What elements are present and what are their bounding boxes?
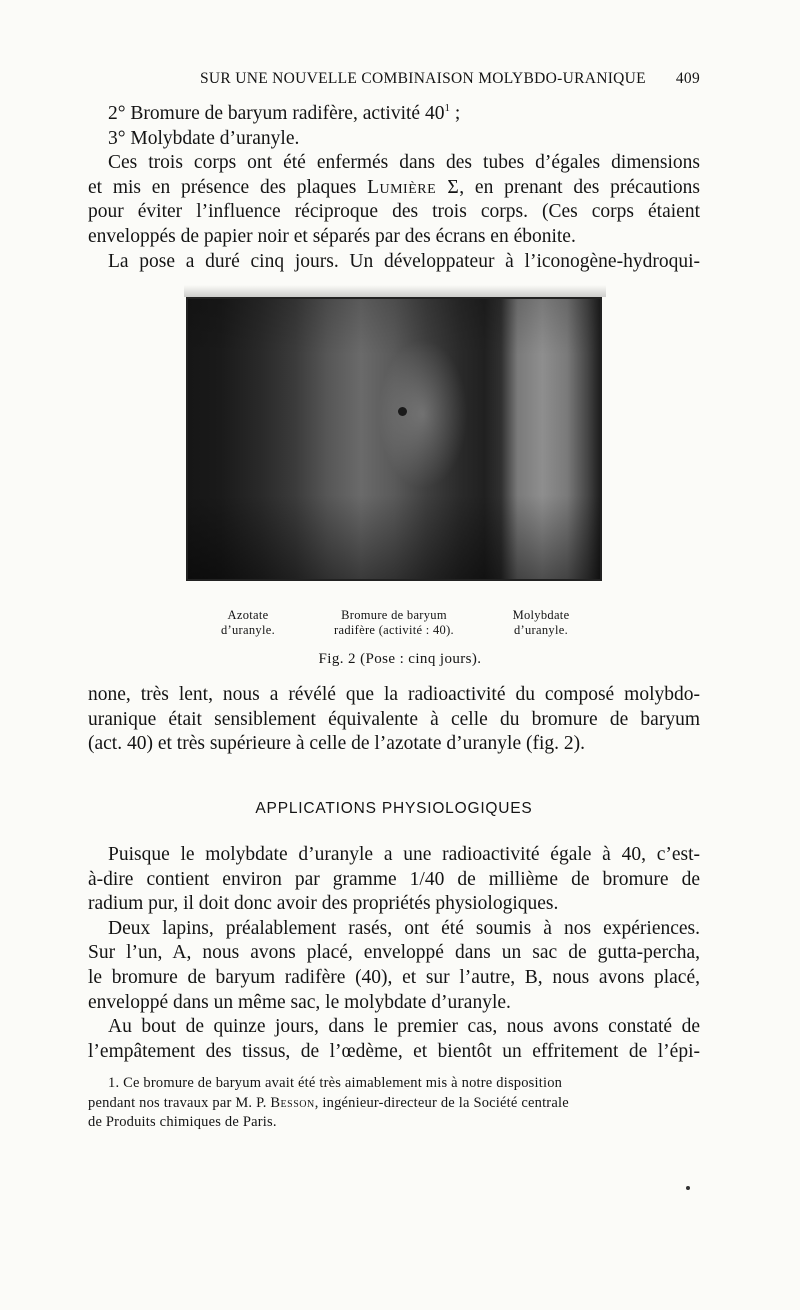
- section-heading: APPLICATIONS PHYSIOLOGIQUES: [255, 800, 533, 817]
- photo-top-band: [184, 285, 606, 297]
- caption-line: Azotate: [227, 608, 269, 622]
- page-number: 409: [675, 70, 700, 87]
- figure-photograph: [186, 297, 602, 581]
- footnote-line: 1. Ce bromure de baryum avait été très aimablement mis à notre disposition: [108, 1075, 563, 1091]
- text-line: le bromure de baryum radifère (40), et sur l’autre, B, nous avons placé,: [88, 966, 700, 988]
- text-line: à-dire contient environ par gramme 1/40 de millième de bromure de: [88, 868, 700, 890]
- text-line-tail: ;: [449, 103, 461, 124]
- text-line: [88, 102, 700, 127]
- text-block-bottom: [88, 843, 700, 1064]
- footnote-text: , ingénieur-directeur de la Société centrale: [314, 1094, 569, 1111]
- text-line-content: , en prenant des précautions: [459, 176, 700, 198]
- text-line: l’empâtement des tissus, de l’œdème, et bientôt un effritement de l’épi-: [88, 1040, 700, 1062]
- footnote-text: pendant nos travaux par M. P.: [88, 1094, 267, 1111]
- text-line: Sur l’un, A, nous avons placé, enveloppé dans un sac de gutta-percha,: [88, 942, 700, 964]
- text-line: none, très lent, nous a révélé que la radioactivité du composé molybdo-: [88, 684, 700, 705]
- figure-caption-right: [496, 608, 586, 638]
- text-block-middle: [88, 683, 700, 757]
- caption-line: Bromure de baryum: [341, 608, 447, 622]
- text-line: radium pur, il doit donc avoir des propriétés physiologiques.: [88, 893, 559, 915]
- text-line: uranique était sensiblement équivalente à celle du bromure de baryum: [88, 708, 700, 730]
- text-line: Au bout de quinze jours, dans le premier cas, nous avons constaté de: [108, 1016, 700, 1038]
- text-block-top: [88, 102, 700, 274]
- plate-brand: Lumière Σ: [367, 176, 460, 198]
- figure-caption-middle: [322, 608, 466, 638]
- text-line: enveloppés de papier noir et séparés par des écrans en ébonite.: [88, 225, 576, 247]
- photo-spot: [398, 407, 407, 416]
- text-line: Deux lapins, préalablement rasés, ont été soumis à nos expériences.: [108, 917, 700, 939]
- caption-line: d’uranyle.: [220, 623, 276, 637]
- text-line: 3° Molybdate d’uranyle.: [108, 127, 300, 149]
- text-line: pour éviter l’influence réciproque des trois corps. (Ces corps étaient: [88, 201, 700, 223]
- photo-exposure-glow: [378, 339, 468, 489]
- footnote-line: [88, 1094, 700, 1114]
- text-line: Puisque le molybdate d’uranyle a une radioactivité égale à 40, c’est-: [108, 844, 700, 865]
- text-line: (act. 40) et très supérieure à celle de l’azotate d’uranyle (fig. 2).: [88, 733, 585, 755]
- figure-label: Fig. 2 (Pose : cinq jours).: [318, 651, 482, 667]
- text-line: Ces trois corps ont été enfermés dans des tubes d’égales dimensions: [108, 152, 700, 174]
- footnote: [88, 1074, 700, 1133]
- text-line: [88, 176, 700, 201]
- text-line-content: et mis en présence des plaques: [88, 176, 357, 198]
- caption-line: d’uranyle.: [513, 623, 569, 637]
- text-line: La pose a duré cinq jours. Un développateur à l’iconogène-hydroqui-: [108, 250, 700, 272]
- footnote-line: de Produits chimiques de Paris.: [88, 1114, 277, 1130]
- footnote-marker: 1: [444, 102, 450, 114]
- figure-caption-left: [203, 608, 293, 638]
- print-speck: [686, 1186, 690, 1190]
- caption-line: radifère (activité : 40).: [334, 623, 454, 637]
- running-head-title: SUR UNE NOUVELLE COMBINAISON MOLYBDO-URANIQUE: [200, 70, 646, 87]
- text-line-content: 2° Bromure de baryum radifère, activité 40: [108, 103, 445, 124]
- footnote-person-name: Besson: [270, 1094, 315, 1111]
- text-line: enveloppé dans un même sac, le molybdate d’uranyle.: [88, 991, 511, 1013]
- caption-line: Molybdate: [512, 608, 570, 622]
